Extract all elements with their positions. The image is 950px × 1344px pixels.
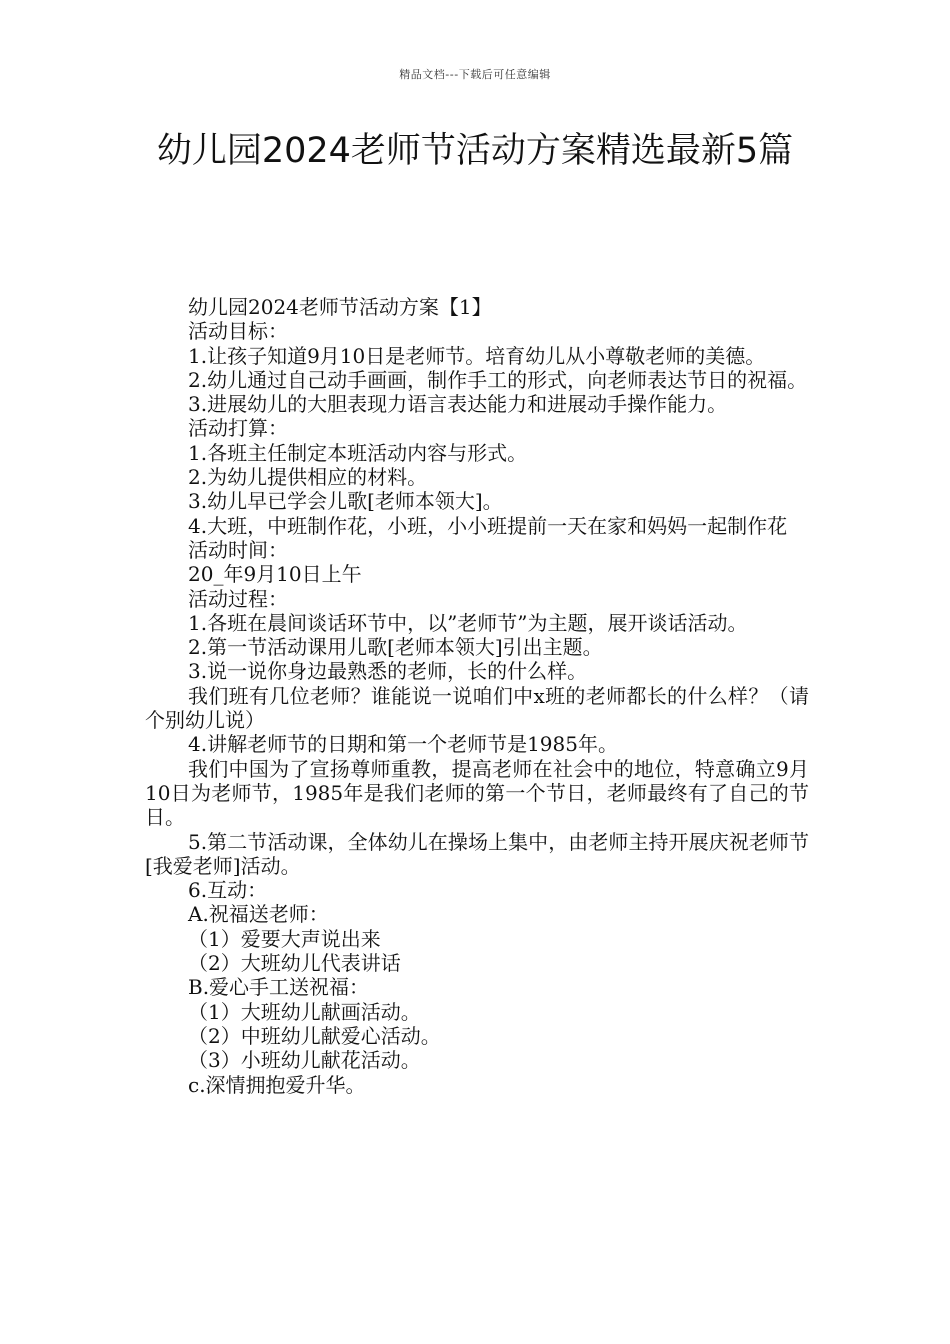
paragraph: c.深情拥抱爱升华。 <box>188 1072 366 1097</box>
paragraph: 6.互动： <box>188 878 268 903</box>
paragraph: A.祝福送老师： <box>188 902 329 927</box>
subheading-preparation: 活动打算： <box>188 416 288 441</box>
document-body <box>145 295 809 1097</box>
paragraph: 1.各班主任制定本班活动内容与形式。 <box>188 440 528 465</box>
paragraph: （1）爱要大声说出来 <box>188 926 381 951</box>
paragraph: 5.第二节活动课，全体幼儿在操场上集中，由老师主持开展庆祝老师节[我爱老师]活动。 <box>145 829 809 878</box>
paragraph: 1.各班在晨间谈话环节中，以”老师节”为主题，展开谈话活动。 <box>188 610 748 635</box>
subheading-time: 活动时间： <box>188 537 288 562</box>
paragraph: 我们班有几位老师？谁能说一说咱们中x班的老师都长的什么样？（请个别幼儿说） <box>145 683 809 733</box>
paragraph: 4.大班，中班制作花，小班，小小班提前一天在家和妈妈一起制作花 <box>188 513 788 538</box>
subheading-goals: 活动目标： <box>188 319 288 344</box>
paragraph: 3.说一说你身边最熟悉的老师，长的什么样。 <box>188 659 588 684</box>
paragraph: 4.讲解老师节的日期和第一个老师节是1985年。 <box>188 732 618 757</box>
paragraph: 2.第一节活动课用儿歌[老师本领大]引出主题。 <box>188 635 603 660</box>
section-heading: 幼儿园2024老师节活动方案【1】 <box>188 295 492 319</box>
paragraph: 1.让孩子知道9月10日是老师节。培育幼儿从小尊敬老师的美德。 <box>188 343 766 368</box>
paragraph: 2.为幼儿提供相应的材料。 <box>188 465 428 490</box>
subheading-process: 活动过程： <box>188 586 288 611</box>
paragraph: 3.进展幼儿的大胆表现力语言表达能力和进展动手操作能力。 <box>188 392 728 417</box>
paragraph: （1）大班幼儿献画活动。 <box>188 999 421 1024</box>
paragraph: 我们中国为了宣扬尊师重教，提高老师在社会中的地位，特意确立9月10日为老师节，1985年是我们老师的第一个节日，老师最终有了自己的节日。 <box>145 756 809 830</box>
document-title: 幼儿园2024老师节活动方案精选最新5篇 <box>156 131 794 171</box>
paragraph: 3.幼儿早已学会儿歌[老师本领大]。 <box>188 489 503 514</box>
paragraph: 2.幼儿通过自己动手画画，制作手工的形式，向老师表达节日的祝福。 <box>188 367 808 392</box>
paragraph: B.爱心手工送祝福： <box>188 975 370 1000</box>
paragraph: 20_年9月10日上午 <box>188 562 362 587</box>
header-note: 精品文档---下载后可任意编辑 <box>399 68 551 81</box>
paragraph: （3）小班幼儿献花活动。 <box>188 1048 421 1073</box>
paragraph: （2）大班幼儿代表讲话 <box>188 951 401 976</box>
paragraph: （2）中班幼儿献爱心活动。 <box>188 1023 441 1048</box>
